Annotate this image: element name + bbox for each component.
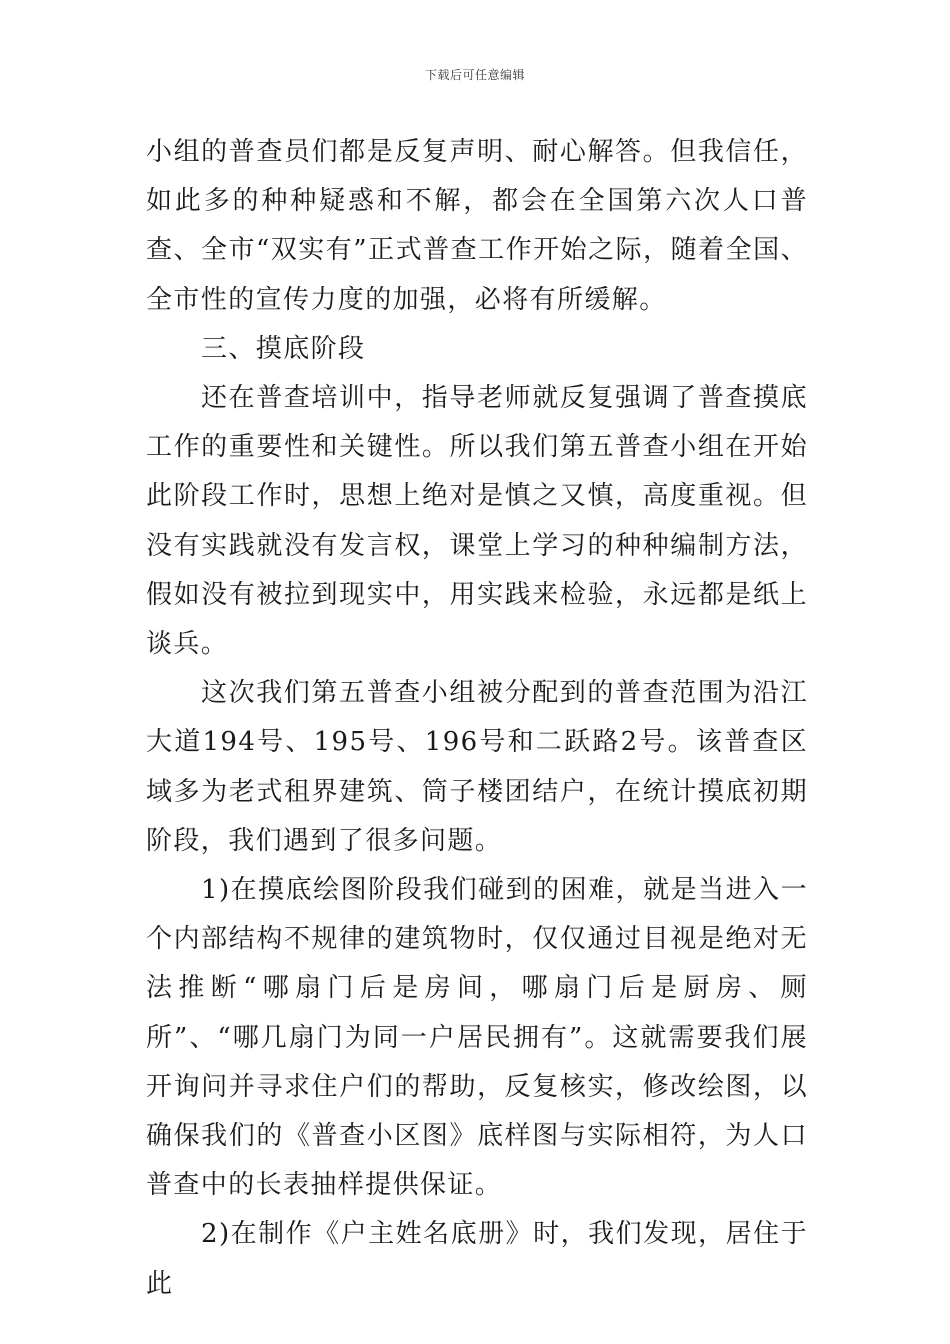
paragraph-continuation: 小组的普查员们都是反复声明、耐心解答。但我信任，如此多的种种疑惑和不解，都会在全国第六次人口普查、全市“双实有”正式普查工作开始之际，随着全国、全市性的宣传力度的加强，必将有所缓解。 — [146, 137, 808, 315]
section-heading: 三、摸底阶段 — [201, 333, 366, 364]
document-body — [146, 128, 808, 1309]
list-item-paragraph: 1)在摸底绘图阶段我们碰到的困难，就是当进入一个内部结构不规律的建筑物时，仅仅通过目视是绝对无法推断“哪扇门后是房间，哪扇门后是厨房、厕所”、“哪几扇门为同一户居民拥有”。这就需要我们展开询问并寻求住户们的帮助，反复核实，修改绘图，以确保我们的《普查小区图》底样图与实际相符，为人口普查中的长表抽样提供保证。 — [146, 875, 808, 1201]
list-item-paragraph: 2)在制作《户主姓名底册》时，我们发现，居住于此 — [146, 1219, 808, 1299]
page-header: 下载后可任意编辑 — [424, 68, 525, 82]
paragraph: 这次我们第五普查小组被分配到的普查范围为沿江大道194号、195号、196号和二跃路2号。该普查区域多为老式租界建筑、筒子楼团结户，在统计摸底初期阶段，我们遇到了很多问题。 — [146, 678, 808, 856]
paragraph: 还在普查培训中，指导老师就反复强调了普查摸底工作的重要性和关键性。所以我们第五普查小组在开始此阶段工作时，思想上绝对是慎之又慎，高度重视。但没有实践就没有发言权，课堂上学习的种种编制方法，假如没有被拉到现实中，用实践来检验，永远都是纸上谈兵。 — [146, 383, 808, 660]
